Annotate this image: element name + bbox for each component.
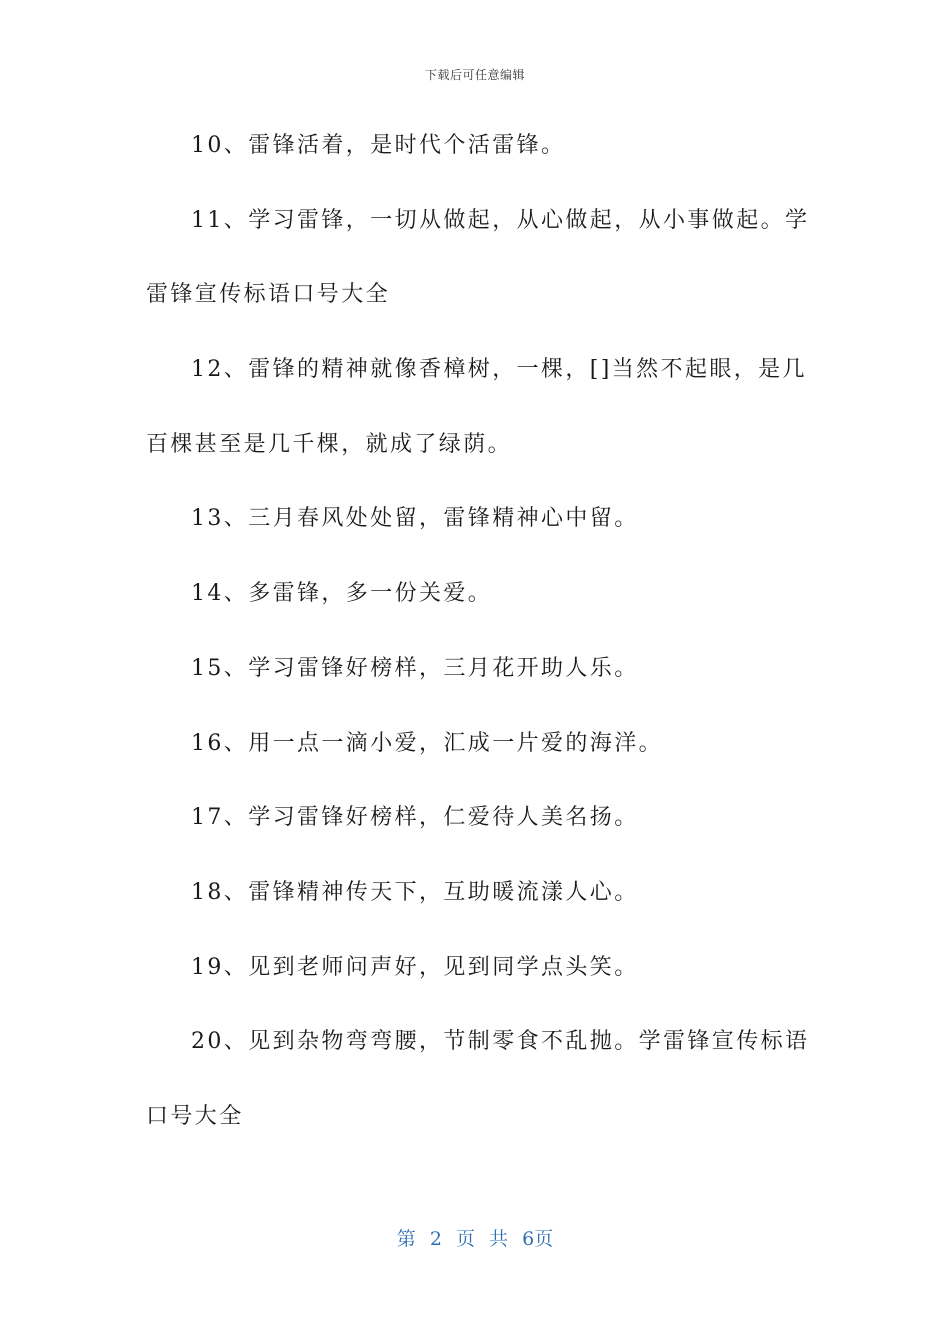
slogan-line: 11、学习雷锋，一切从做起，从心做起，从小事做起。学 <box>191 207 810 233</box>
footer-label-ye: 页 <box>455 1228 475 1250</box>
document-body <box>146 128 810 1174</box>
slogan-line: 14、多雷锋，多一份关爱。 <box>191 581 493 607</box>
footer-label-di: 第 <box>396 1228 416 1250</box>
page-number-footer <box>0 1224 950 1251</box>
footer-label-gong: 共 <box>489 1228 509 1250</box>
slogan-line: 13、三月春风处处留，雷锋精神心中留。 <box>191 506 639 532</box>
slogan-line: 18、雷锋精神传天下，互助暖流漾人心。 <box>191 879 639 905</box>
slogan-line: 19、见到老师问声好，见到同学点头笑。 <box>191 954 639 980</box>
slogan-line: 17、学习雷锋好榜样，仁爱待人美名扬。 <box>191 805 639 831</box>
slogan-line: 16、用一点一滴小爱，汇成一片爱的海洋。 <box>191 730 663 756</box>
slogan-line-continuation: 百棵甚至是几千棵，就成了绿荫。 <box>146 431 513 457</box>
page-header-note: 下载后可任意编辑 <box>424 68 525 82</box>
slogan-line: 10、雷锋活着，是时代个活雷锋。 <box>191 133 566 158</box>
footer-page-current: 2 <box>429 1228 442 1250</box>
slogan-line: 12、雷锋的精神就像香樟树，一棵，[]当然不起眼，是几 <box>191 357 807 383</box>
slogan-line: 20、见到杂物弯弯腰，节制零食不乱抛。学雷锋宣传标语 <box>191 1029 810 1055</box>
footer-page-total: 6页 <box>522 1228 554 1250</box>
slogan-line-continuation: 口号大全 <box>146 1103 244 1129</box>
slogan-line: 15、学习雷锋好榜样，三月花开助人乐。 <box>191 655 639 681</box>
slogan-line-continuation: 雷锋宣传标语口号大全 <box>146 282 391 308</box>
